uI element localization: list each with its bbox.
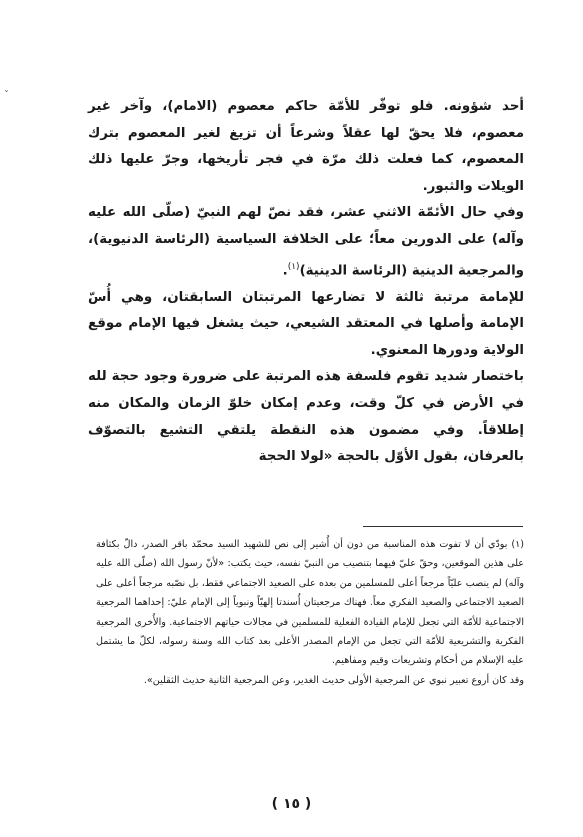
footnote: (١) بودّي أن لا تفوت هذه المناسبة من دون أن أُشير إلى نص للشهيد السيد محمّد باقر الصدر، دالّ بكثافة على هذين الموقعين، وحقّ عليّ فيهما بتنصيب من النبيّ نفسه، حيث يكتب: «لأنّ رسول الله (صلّى الله عليه وآله) لم ينصب عليّاً مرجعاً أعلى للمسلمين من بعده على الصعيد الاجتماعي فقط، بل نصّبه مرجعاً أعلى على الصعيد الاجتماعي والصعيد الفكري معاً. فهناك مرجعيتان أُسندتا إلهيّاً ونبوياً إلى الإمام عليّ: إحداهما المرجعية الاجتماعية للأمّة التي تجعل للإمام القيادة الفعلية للمسلمين في مجالات حياتهم الاجتماعية. والأُخرى المرجعية الفكرية والتشريعية للأمّة التي تجعل من الإمام المصدر الأعلى بعد كتاب الله وسنة رسوله، لكلّ ما يشتمل عليه الإسلام من أحكام وتشريعات وقيم ومفاهيم. — [96, 539, 524, 667]
paragraph: باختصار شديد تقوم فلسفة هذه المرتبة على ضرورة وجود حجة لله في الأرض في كلّ وقت، وعدم إمكان خلوّ الزمان والمكان منه إطلاقاً. وفي مضمون هذه النقطة يلتقي التشيع بالتصوّف بالعرفان، بقول الأوّل بالحجة «لولا الحجة — [88, 369, 524, 465]
footnote-separator — [363, 526, 523, 527]
page-number: ( ١٥ ) — [271, 796, 312, 812]
main-text — [88, 94, 524, 471]
paragraph: للإمامة مرتبة ثالثة لا تضارعها المرتبتان السابقتان، وهي أُسّ الإمامة وأصلها في المعتقد الشيعي، حيث يشغل فيها الإمام موقع الولاية ودورها المعنوي. — [88, 289, 524, 358]
footnotes — [96, 535, 524, 690]
paragraph-end: . — [282, 263, 288, 279]
paragraph-text: وفي حال الأئمّة الاثني عشر، فقد نصّ لهم النبيّ (صلّى الله عليه وآله) على الدورين معاً؛ على الخلافة السياسية (الرئاسة الدنيوية)، والمرجعية الدينية (الرئاسة الدينية) — [88, 205, 524, 279]
footnote-reference: (١) — [287, 261, 300, 272]
scan-mark: ˇ — [4, 90, 9, 101]
paragraph — [88, 200, 524, 284]
paragraph: أحد شؤونه. فلو توفّر للأمّة حاكم معصوم (الامام)، وآخر غير معصوم، فلا يحقّ لها عقلاً وشرعاً أن تزيغ لغير المعصوم بترك المعصوم، كما فعلت ذلك مرّة في فجر تأريخها، وجرّ عليها ذلك الويلات والثبور. — [88, 99, 524, 194]
footnote-continuation: وقد كان أروع تعبير نبوي عن المرجعية الأولى حديث الغدير، وعن المرجعية الثانية حديث الثقلين». — [143, 674, 524, 686]
